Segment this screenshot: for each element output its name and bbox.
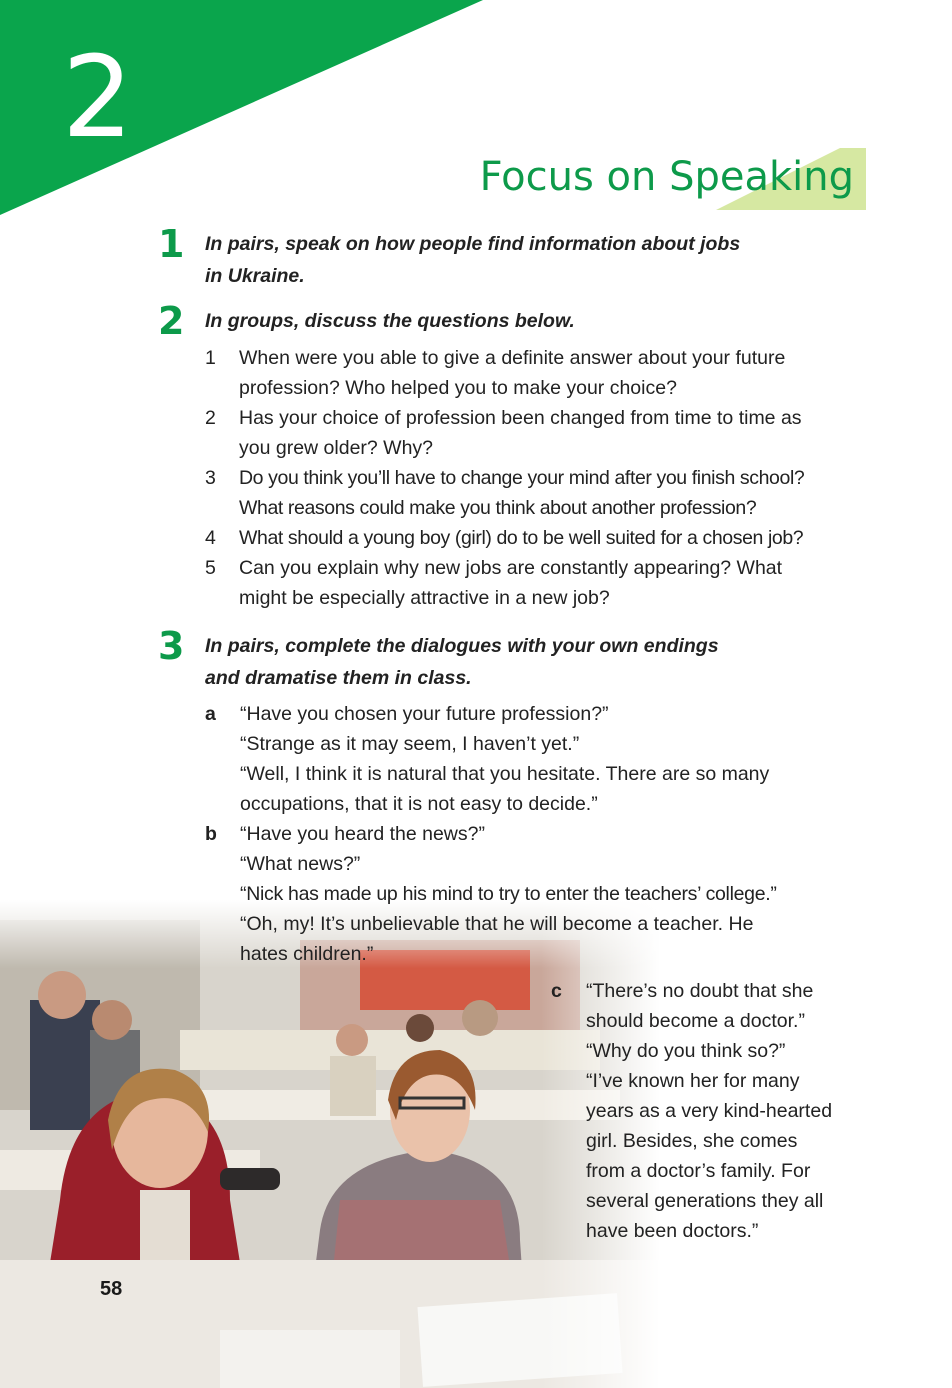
item-number: 2 (205, 407, 216, 429)
item-line: you grew older? Why? (239, 437, 434, 459)
dialogue-line: “Well, I think it is natural that you hesitate. There are so many (240, 763, 770, 785)
section-title-block (479, 148, 866, 210)
item-number: 4 (205, 527, 216, 549)
item-line: Can you explain why new jobs are constantly appearing? What (239, 557, 783, 579)
dialogue-line: “Have you heard the news?” (240, 823, 485, 845)
dialogue-list (205, 699, 877, 969)
dialogue-line: “What news?” (240, 853, 361, 875)
dialogue-a (205, 699, 877, 819)
dialogue-line: several generations they all (586, 1190, 824, 1212)
unit-number: 2 (62, 33, 134, 163)
dialogue-c-block (551, 976, 871, 1246)
dialogue-letter: c (551, 980, 562, 1002)
item-line: When were you able to give a definite answer about your future (239, 347, 786, 369)
task-1 (158, 222, 878, 292)
item-number: 1 (205, 347, 216, 369)
item-line: Do you think you’ll have to change your mind after you finish school? (239, 467, 805, 489)
task-instruction (205, 228, 878, 292)
list-item (205, 523, 875, 553)
dialogue-b (205, 819, 877, 969)
list-item (205, 553, 875, 613)
item-line: What reasons could make you think about another profession? (239, 497, 757, 519)
item-line: Has your choice of profession been changed from time to time as (239, 407, 802, 429)
task-2 (158, 299, 878, 343)
dialogue-line: have been doctors.” (586, 1220, 759, 1242)
item-number: 3 (205, 467, 216, 489)
dialogue-line: “I’ve known her for many (586, 1070, 800, 1092)
item-number: 5 (205, 557, 216, 579)
question-list (205, 343, 875, 613)
dialogue-line: from a doctor’s family. For (586, 1160, 811, 1182)
page-number: 58 (100, 1278, 123, 1300)
instruction-line: and dramatise them in class. (205, 667, 472, 689)
item-line: profession? Who helped you to make your choice? (239, 377, 677, 399)
task-3 (158, 624, 878, 694)
instruction-line: In pairs, complete the dialogues with your own endings (205, 635, 719, 657)
dialogue-line: “Oh, my! It’s unbelievable that he will become a teacher. He (240, 913, 754, 935)
task-instruction (205, 630, 878, 694)
dialogue-c (551, 976, 871, 1246)
dialogue-line: girl. Besides, she comes (586, 1130, 798, 1152)
task-number: 3 (158, 624, 185, 668)
list-item (205, 403, 875, 463)
task-instruction (205, 305, 878, 337)
dialogue-line: “Nick has made up his mind to try to enter the teachers’ college.” (240, 883, 777, 905)
dialogue-line: “There’s no doubt that she (586, 980, 814, 1002)
dialogue-line: “Have you chosen your future profession?” (240, 703, 609, 725)
item-line: might be especially attractive in a new job? (239, 587, 610, 609)
corner-banner (0, 0, 952, 260)
list-item (205, 343, 875, 403)
list-item (205, 463, 875, 523)
dialogue-letter: b (205, 823, 217, 845)
instruction-line: In pairs, speak on how people find information about jobs (205, 233, 741, 255)
dialogue-line: “Why do you think so?” (586, 1040, 786, 1062)
dialogue-line: occupations, that it is not easy to decide.” (240, 793, 598, 815)
task-number: 2 (158, 299, 185, 343)
instruction-line: in Ukraine. (205, 265, 305, 287)
section-title: Focus on Speaking (479, 154, 854, 200)
item-line: What should a young boy (girl) do to be well suited for a chosen job? (239, 527, 804, 549)
dialogue-line: hates children.” (240, 943, 374, 965)
dialogue-letter: a (205, 703, 216, 725)
task-number: 1 (158, 222, 185, 266)
dialogue-line: years as a very kind-hearted (586, 1100, 833, 1122)
instruction-line: In groups, discuss the questions below. (205, 310, 575, 332)
dialogue-line: should become a doctor.” (586, 1010, 805, 1032)
dialogue-line: “Strange as it may seem, I haven’t yet.” (240, 733, 580, 755)
